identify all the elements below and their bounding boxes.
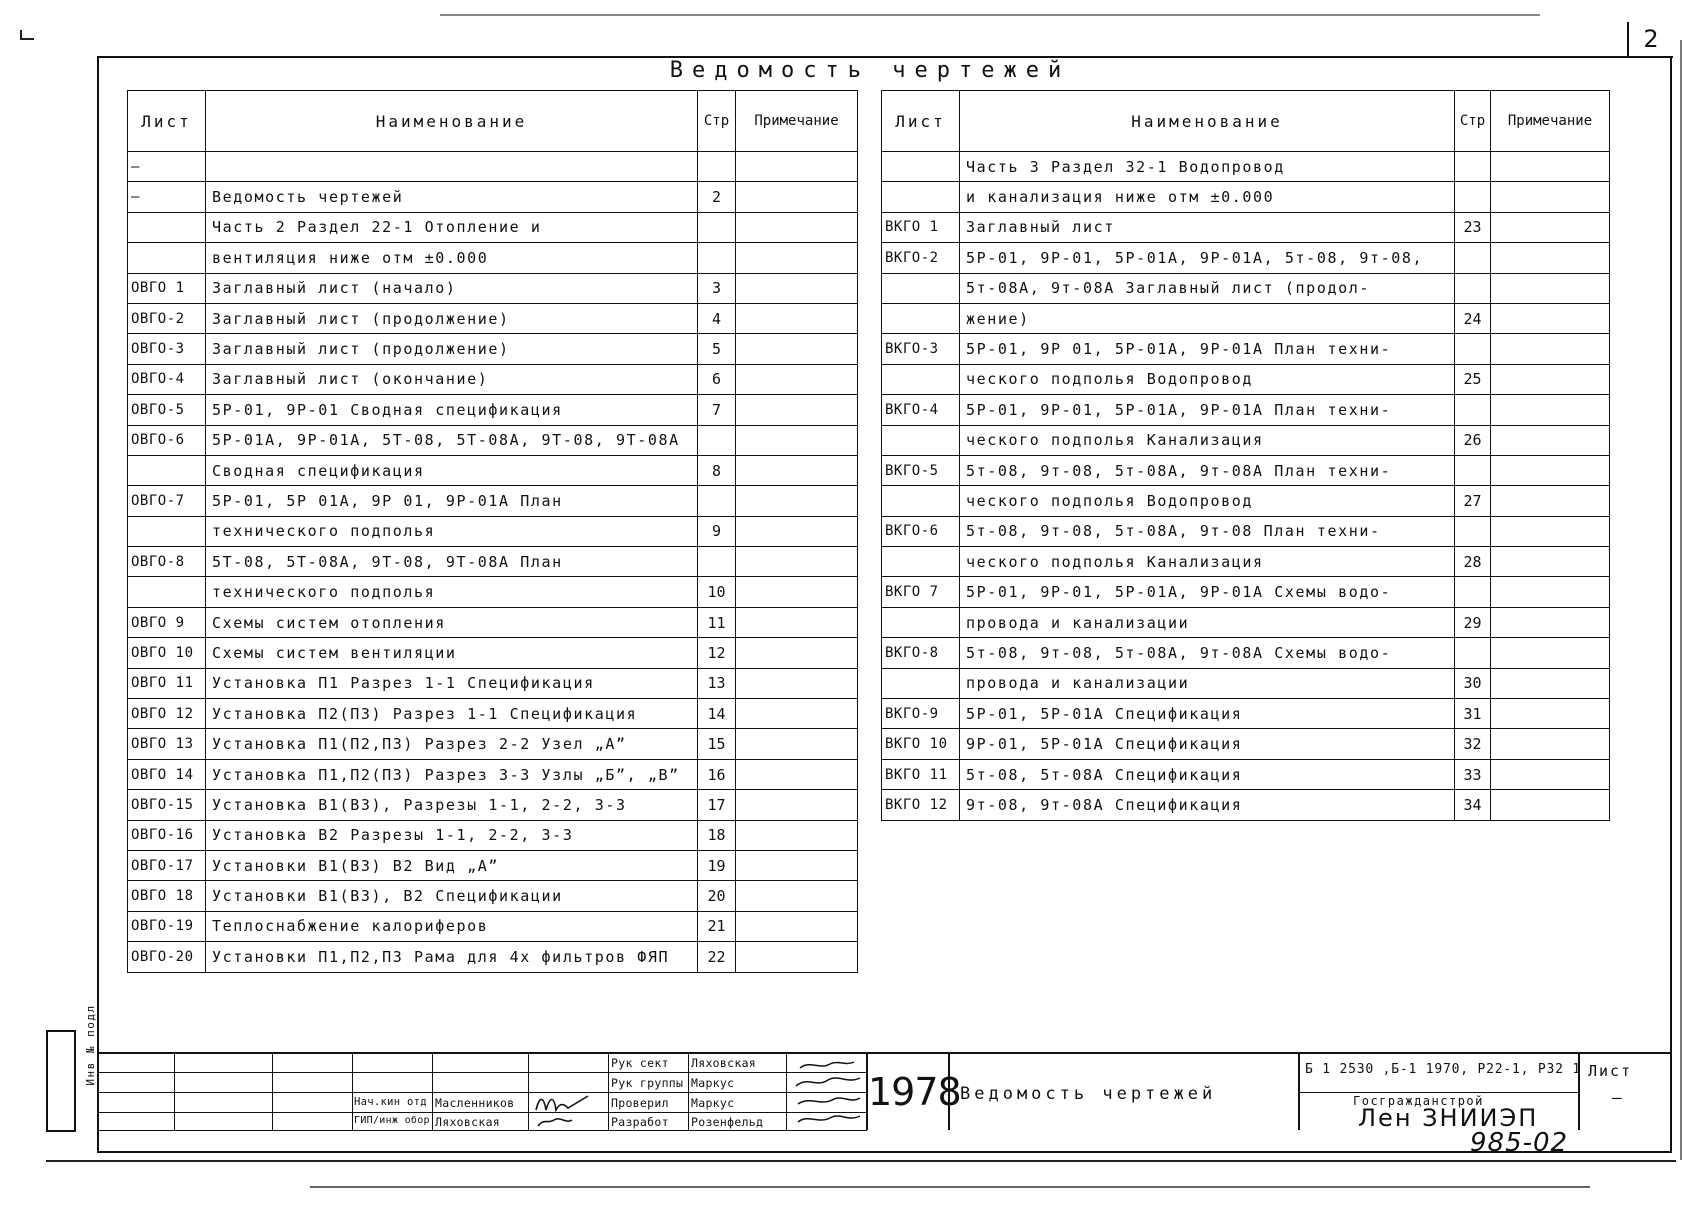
note-cell — [736, 425, 858, 455]
sheet-code-cell: ОВГО 11 — [128, 668, 206, 698]
page-cell: 12 — [698, 638, 736, 668]
page-cell: 14 — [698, 699, 736, 729]
table-row — [882, 577, 1610, 607]
sheet-code-cell: ВКГО 12 — [882, 790, 960, 820]
person-name: Ляховская — [691, 1056, 757, 1070]
sheet-code-cell: ОВГО 12 — [128, 699, 206, 729]
sheet-code-cell — [882, 425, 960, 455]
sheet-code-cell — [882, 303, 960, 333]
page-cell — [698, 425, 736, 455]
page-cell — [1455, 273, 1491, 303]
header-sheet: Лист — [882, 91, 960, 152]
sheet-code-cell — [128, 516, 206, 546]
person-name: Розенфельд — [691, 1115, 764, 1129]
page-cell: 31 — [1455, 699, 1491, 729]
person-name: Масленников — [435, 1096, 515, 1110]
table-row — [128, 699, 858, 729]
sheet-code-cell — [128, 212, 206, 242]
person-name: Маркус — [691, 1096, 735, 1110]
sheet-code-cell: ВКГО-4 — [882, 395, 960, 425]
table-row — [128, 850, 858, 880]
table-row — [882, 790, 1610, 820]
sheet-code-cell — [882, 273, 960, 303]
note-cell — [736, 607, 858, 637]
note-cell — [1491, 334, 1610, 364]
sheet-code-cell: ОВГО-17 — [128, 850, 206, 880]
note-cell — [736, 699, 858, 729]
table-row — [882, 395, 1610, 425]
name-cell: Установка В1(В3), Разрезы 1-1, 2-2, 3-3 — [206, 790, 698, 820]
table-row — [128, 486, 858, 516]
name-cell: технического подполья — [206, 516, 698, 546]
name-cell: 5Р-01, 9Р-01, 5Р-01А, 9Р-01А План техни- — [960, 395, 1455, 425]
note-cell — [1491, 759, 1610, 789]
table-row — [128, 820, 858, 850]
page-cell — [1455, 182, 1491, 212]
name-cell: 5т-08, 5т-08А Спецификация — [960, 759, 1455, 789]
name-cell: 5Р-01, 9Р-01, 5Р-01А, 9Р-01А Схемы водо- — [960, 577, 1455, 607]
note-cell — [736, 152, 858, 182]
name-cell: Теплоснабжение калориферов — [206, 911, 698, 941]
name-cell: Заглавный лист (начало) — [206, 273, 698, 303]
document-code: Б 1 2530 ,Б-1 1970, Р22-1, Р32 1 — [1305, 1062, 1582, 1077]
name-cell: и канализация ниже отм ±0.000 — [960, 182, 1455, 212]
table-row — [882, 425, 1610, 455]
note-cell — [1491, 273, 1610, 303]
table-row — [128, 273, 858, 303]
name-cell: жение) — [960, 303, 1455, 333]
table-row — [882, 364, 1610, 394]
note-cell — [736, 638, 858, 668]
left-drawing-register — [127, 90, 858, 973]
name-cell: ческого подполья Водопровод — [960, 364, 1455, 394]
sheet-code-cell: ВКГО-6 — [882, 516, 960, 546]
page-cell: 24 — [1455, 303, 1491, 333]
sheet-code-cell — [882, 607, 960, 637]
name-cell: 5Р-01, 9Р-01, 5Р-01А, 9Р-01А, 5т-08, 9т-08, — [960, 243, 1455, 273]
table-row — [128, 182, 858, 212]
table-row — [882, 638, 1610, 668]
note-cell — [1491, 152, 1610, 182]
stamp-year: 1978 — [868, 1070, 961, 1114]
table-row — [128, 759, 858, 789]
sheet-code-cell — [882, 547, 960, 577]
table-row — [128, 364, 858, 394]
person-name: Маркус — [691, 1076, 735, 1090]
name-cell: 5т-08, 9т-08, 5т-08А, 9т-08А Схемы водо- — [960, 638, 1455, 668]
sheet-code-cell: ОВГО-8 — [128, 547, 206, 577]
note-cell — [736, 729, 858, 759]
name-cell: 5Т-08, 5Т-08А, 9Т-08, 9Т-08А План — [206, 547, 698, 577]
sheet-code-cell: ОВГО-4 — [128, 364, 206, 394]
role-label: ГИП/инж обор — [354, 1115, 430, 1126]
top-trim-line — [440, 14, 1540, 16]
sheet-code-cell: ВКГО 1 — [882, 212, 960, 242]
table-row — [882, 486, 1610, 516]
name-cell: Часть 2 Раздел 22-1 Отопление и — [206, 212, 698, 242]
page-cell — [1455, 334, 1491, 364]
page-cell: 17 — [698, 790, 736, 820]
table-row — [882, 547, 1610, 577]
note-cell — [736, 668, 858, 698]
sheet-code-cell — [128, 455, 206, 485]
note-cell — [736, 455, 858, 485]
stamp-sheet-label: Лист — [1588, 1062, 1633, 1080]
note-cell — [736, 182, 858, 212]
sheet-code-cell: ОВГО-3 — [128, 334, 206, 364]
note-cell — [736, 334, 858, 364]
table-row — [128, 516, 858, 546]
page-cell: 5 — [698, 334, 736, 364]
page-cell — [1455, 638, 1491, 668]
table-row — [128, 425, 858, 455]
sheet-code-cell: ОВГО-16 — [128, 820, 206, 850]
page-cell: 11 — [698, 607, 736, 637]
right-trim-line — [1680, 40, 1682, 1160]
name-cell: ческого подполья Канализация — [960, 425, 1455, 455]
name-cell: 9Р-01, 5Р-01А Спецификация — [960, 729, 1455, 759]
table-row — [882, 516, 1610, 546]
sheet-code-cell: ОВГО 18 — [128, 881, 206, 911]
sheet-code-cell: ОВГО 9 — [128, 607, 206, 637]
right-drawing-register — [881, 90, 1610, 821]
note-cell — [736, 303, 858, 333]
page-cell — [1455, 152, 1491, 182]
sheet-code-cell: ОВГО-6 — [128, 425, 206, 455]
page-cell — [1455, 243, 1491, 273]
stamp-sheet-value: — — [1612, 1088, 1622, 1107]
note-cell — [736, 911, 858, 941]
page-cell: 6 — [698, 364, 736, 394]
note-cell — [736, 790, 858, 820]
page-cell: 27 — [1455, 486, 1491, 516]
note-cell — [1491, 425, 1610, 455]
sheet-code-cell — [882, 364, 960, 394]
note-cell — [1491, 364, 1610, 394]
name-cell: Заглавный лист (продолжение) — [206, 334, 698, 364]
note-cell — [1491, 699, 1610, 729]
table-row — [128, 547, 858, 577]
role-label: Рук сект — [611, 1056, 669, 1070]
note-cell — [736, 516, 858, 546]
name-cell: Заглавный лист (окончание) — [206, 364, 698, 394]
page-cell — [1455, 577, 1491, 607]
sheet-code-cell — [128, 243, 206, 273]
page-cell: 30 — [1455, 668, 1491, 698]
corner-mark — [20, 38, 34, 40]
name-cell: Сводная спецификация — [206, 455, 698, 485]
note-cell — [1491, 395, 1610, 425]
header-note: Примечание — [1491, 91, 1610, 152]
page-cell: 13 — [698, 668, 736, 698]
table-row — [882, 273, 1610, 303]
table-row — [882, 729, 1610, 759]
page-cell: 34 — [1455, 790, 1491, 820]
note-cell — [736, 577, 858, 607]
page-cell: 8 — [698, 455, 736, 485]
table-row — [128, 455, 858, 485]
name-cell: технического подполья — [206, 577, 698, 607]
name-cell: Установка П1 Разрез 1-1 Спецификация — [206, 668, 698, 698]
note-cell — [1491, 486, 1610, 516]
page-cell — [1455, 395, 1491, 425]
sheet-code-cell: ОВГО 14 — [128, 759, 206, 789]
page-cell — [698, 243, 736, 273]
note-cell — [1491, 516, 1610, 546]
header-name: Наименование — [206, 91, 698, 152]
name-cell: Установка П1,П2(П3) Разрез 3-3 Узлы „Б”, „В” — [206, 759, 698, 789]
name-cell: 5Р-01, 9Р-01 Сводная спецификация — [206, 395, 698, 425]
table-row — [882, 607, 1610, 637]
note-cell — [736, 850, 858, 880]
name-cell: ческого подполья Канализация — [960, 547, 1455, 577]
name-cell: 5т-08, 9т-08, 5т-08А, 9т-08 План техни- — [960, 516, 1455, 546]
organization-parent: Госгражданстрой — [1353, 1094, 1484, 1108]
table-header-row — [128, 91, 858, 152]
sheet-code-cell: ВКГО 10 — [882, 729, 960, 759]
header-sheet: Лист — [128, 91, 206, 152]
table-row — [128, 303, 858, 333]
sheet-code-cell — [882, 668, 960, 698]
table-row — [882, 334, 1610, 364]
note-cell — [736, 273, 858, 303]
table-row — [128, 334, 858, 364]
left-table-body — [128, 152, 858, 973]
note-cell — [736, 486, 858, 516]
name-cell: Заглавный лист (продолжение) — [206, 303, 698, 333]
name-cell: провода и канализации — [960, 668, 1455, 698]
table-row — [882, 212, 1610, 242]
name-cell: Схемы систем вентиляции — [206, 638, 698, 668]
name-cell — [206, 152, 698, 182]
sheet-code-cell: — — [128, 182, 206, 212]
page-cell — [698, 212, 736, 242]
page-title: Ведомость чертежей — [669, 58, 1071, 83]
role-label: Рук группы — [611, 1076, 684, 1090]
sheet-number: 2 — [1627, 22, 1673, 58]
name-cell: ческого подполья Водопровод — [960, 486, 1455, 516]
table-row — [128, 212, 858, 242]
sheet-code-cell: ВКГО-8 — [882, 638, 960, 668]
sheet-code-cell — [128, 577, 206, 607]
table-row — [128, 395, 858, 425]
table-row — [128, 668, 858, 698]
page-cell: 7 — [698, 395, 736, 425]
note-cell — [1491, 729, 1610, 759]
table-row — [128, 911, 858, 941]
name-cell: Установка П1(П2,П3) Разрез 2-2 Узел „А” — [206, 729, 698, 759]
note-cell — [1491, 668, 1610, 698]
page-cell — [698, 486, 736, 516]
person-name: Ляховская — [435, 1115, 501, 1129]
note-cell — [1491, 303, 1610, 333]
name-cell: Схемы систем отопления — [206, 607, 698, 637]
note-cell — [1491, 243, 1610, 273]
note-cell — [1491, 547, 1610, 577]
note-cell — [736, 243, 858, 273]
table-row — [882, 303, 1610, 333]
note-cell — [1491, 638, 1610, 668]
page-cell: 2 — [698, 182, 736, 212]
table-row — [128, 942, 858, 972]
name-cell: Заглавный лист — [960, 212, 1455, 242]
note-cell — [1491, 607, 1610, 637]
table-row — [128, 881, 858, 911]
role-label: Проверил — [611, 1096, 669, 1110]
page-cell — [698, 152, 736, 182]
header-note: Примечание — [736, 91, 858, 152]
page-cell: 20 — [698, 881, 736, 911]
signature-scribble — [530, 1074, 606, 1130]
drawing-number: 985-02 — [1470, 1128, 1569, 1158]
name-cell: провода и канализации — [960, 607, 1455, 637]
page-cell: 19 — [698, 850, 736, 880]
note-cell — [736, 395, 858, 425]
sheet-code-cell: ВКГО-9 — [882, 699, 960, 729]
table-row — [128, 577, 858, 607]
sheet-code-cell: ОВГО 1 — [128, 273, 206, 303]
table-row — [882, 668, 1610, 698]
organization-name: Лен ЗНИИЭП — [1358, 1104, 1539, 1132]
name-cell: Ведомость чертежей — [206, 182, 698, 212]
sheet-code-cell: ВКГО-2 — [882, 243, 960, 273]
stamp-title: Ведомость чертежей — [960, 1084, 1217, 1104]
header-page: Стр — [1455, 91, 1491, 152]
sheet-code-cell: ОВГО-19 — [128, 911, 206, 941]
page-cell: 16 — [698, 759, 736, 789]
page-cell: 10 — [698, 577, 736, 607]
header-page: Стр — [698, 91, 736, 152]
name-cell: Установки П1,П2,П3 Рама для 4х фильтров ФЯП — [206, 942, 698, 972]
page-cell: 15 — [698, 729, 736, 759]
note-cell — [1491, 212, 1610, 242]
sheet-code-cell — [882, 182, 960, 212]
page-cell: 4 — [698, 303, 736, 333]
name-cell: 5Р-01А, 9Р-01А, 5Т-08, 5Т-08А, 9Т-08, 9Т-08А — [206, 425, 698, 455]
note-cell — [736, 881, 858, 911]
page-cell — [1455, 455, 1491, 485]
sheet-code-cell: ОВГО-20 — [128, 942, 206, 972]
table-row — [128, 638, 858, 668]
right-table-body — [882, 152, 1610, 821]
page-cell: 25 — [1455, 364, 1491, 394]
sheet-code-cell: ОВГО 10 — [128, 638, 206, 668]
page-cell: 21 — [698, 911, 736, 941]
name-cell: 5т-08, 9т-08, 5т-08А, 9т-08А План техни- — [960, 455, 1455, 485]
header-name: Наименование — [960, 91, 1455, 152]
sheet-code-cell: ОВГО-2 — [128, 303, 206, 333]
name-cell: Часть 3 Раздел 32-1 Водопровод — [960, 152, 1455, 182]
name-cell: Установки В1(В3) В2 Вид „А” — [206, 850, 698, 880]
table-row — [128, 152, 858, 182]
name-cell: 5Р-01, 5Р 01А, 9Р 01, 9Р-01А План — [206, 486, 698, 516]
page-cell: 32 — [1455, 729, 1491, 759]
note-cell — [736, 820, 858, 850]
sheet-code-cell: ВКГО 7 — [882, 577, 960, 607]
sheet-code-cell: ВКГО-5 — [882, 455, 960, 485]
name-cell: вентиляция ниже отм ±0.000 — [206, 243, 698, 273]
sheet-code-cell: ВКГО 11 — [882, 759, 960, 789]
note-cell — [736, 364, 858, 394]
sheet-code-cell: ВКГО-3 — [882, 334, 960, 364]
sheet-code-cell: ОВГО-5 — [128, 395, 206, 425]
name-cell: Установки В1(В3), В2 Спецификации — [206, 881, 698, 911]
page-cell: 22 — [698, 942, 736, 972]
table-row — [128, 790, 858, 820]
table-header-row — [882, 91, 1610, 152]
note-cell — [736, 759, 858, 789]
inventory-label: Инв № подл — [84, 1004, 97, 1086]
page-cell: 23 — [1455, 212, 1491, 242]
table-row — [882, 699, 1610, 729]
sheet-code-cell: ОВГО-15 — [128, 790, 206, 820]
name-cell: Установка П2(П3) Разрез 1-1 Спецификация — [206, 699, 698, 729]
sheet-code-cell: ОВГО 13 — [128, 729, 206, 759]
corner-mark — [20, 30, 22, 40]
name-cell: 5Р-01, 9Р 01, 5Р-01А, 9Р-01А План техни- — [960, 334, 1455, 364]
name-cell: 5Р-01, 5Р-01А Спецификация — [960, 699, 1455, 729]
sheet-code-cell: ОВГО-7 — [128, 486, 206, 516]
sheet-code-cell — [882, 486, 960, 516]
page-cell: 9 — [698, 516, 736, 546]
page-cell: 33 — [1455, 759, 1491, 789]
name-cell: 5т-08А, 9т-08А Заглавный лист (продол- — [960, 273, 1455, 303]
note-cell — [1491, 182, 1610, 212]
table-row — [128, 729, 858, 759]
page-cell: 28 — [1455, 547, 1491, 577]
page-cell: 18 — [698, 820, 736, 850]
sheet-code-cell — [882, 152, 960, 182]
sheet-code-cell: — — [128, 152, 206, 182]
table-row — [882, 455, 1610, 485]
note-cell — [736, 547, 858, 577]
table-row — [882, 243, 1610, 273]
table-row — [882, 152, 1610, 182]
page-cell: 3 — [698, 273, 736, 303]
note-cell — [736, 942, 858, 972]
page-cell: 29 — [1455, 607, 1491, 637]
role-label: Разработ — [611, 1115, 669, 1129]
note-cell — [1491, 455, 1610, 485]
role-label: Нач.кин отд — [354, 1096, 427, 1108]
note-cell — [1491, 790, 1610, 820]
bottom-trim-line — [310, 1186, 1590, 1188]
table-row — [128, 243, 858, 273]
table-row — [882, 759, 1610, 789]
signature-scribble — [790, 1054, 866, 1130]
note-cell — [736, 212, 858, 242]
outer-frame-bottom — [46, 1160, 1676, 1162]
page-cell — [698, 547, 736, 577]
note-cell — [1491, 577, 1610, 607]
name-cell: Установка В2 Разрезы 1-1, 2-2, 3-3 — [206, 820, 698, 850]
name-cell: 9т-08, 9т-08А Спецификация — [960, 790, 1455, 820]
table-row — [882, 182, 1610, 212]
table-row — [128, 607, 858, 637]
page-cell: 26 — [1455, 425, 1491, 455]
page-cell — [1455, 516, 1491, 546]
